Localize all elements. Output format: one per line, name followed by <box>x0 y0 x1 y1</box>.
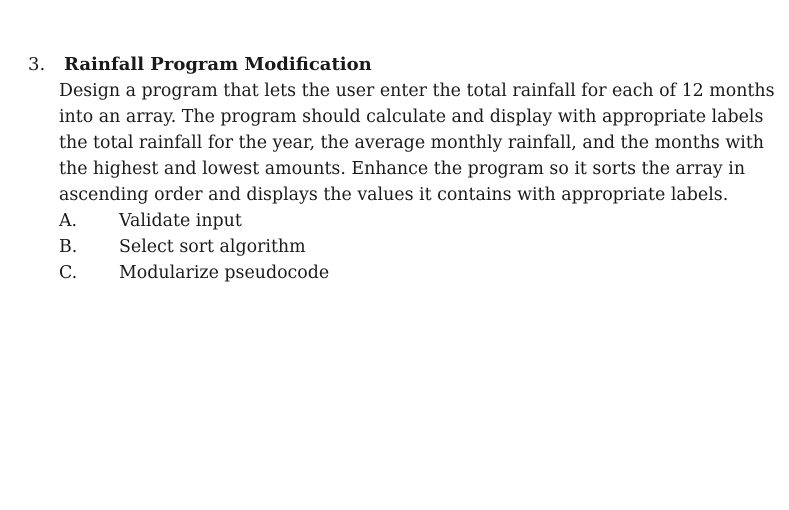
subitem-text: Validate input <box>119 211 242 231</box>
subitem-text: Modularize pseudocode <box>119 263 330 283</box>
question-body: Design a program that lets the user enter the total rainfall for each of 12 months into an array. The program should calculate and display with appropriate labels the total rainfall for the year, the average monthly rainfall, and the months with the highest and lowest amounts. Enhance the program so it sorts the array in ascending order and displays the values it contains with appropriate labels. <box>59 81 775 205</box>
subitem-validate-input <box>59 208 329 234</box>
subitem-list <box>59 208 329 286</box>
subitem-select-sort <box>59 234 329 260</box>
subitem-letter: A. <box>59 211 78 231</box>
subitem-modularize <box>59 260 329 286</box>
subitem-letter: B. <box>59 237 78 257</box>
subitem-text: Select sort algorithm <box>119 237 306 257</box>
question-number: 3. <box>28 54 46 75</box>
question-title: Rainfall Program Modification <box>64 54 372 75</box>
subitem-letter: C. <box>59 263 78 283</box>
